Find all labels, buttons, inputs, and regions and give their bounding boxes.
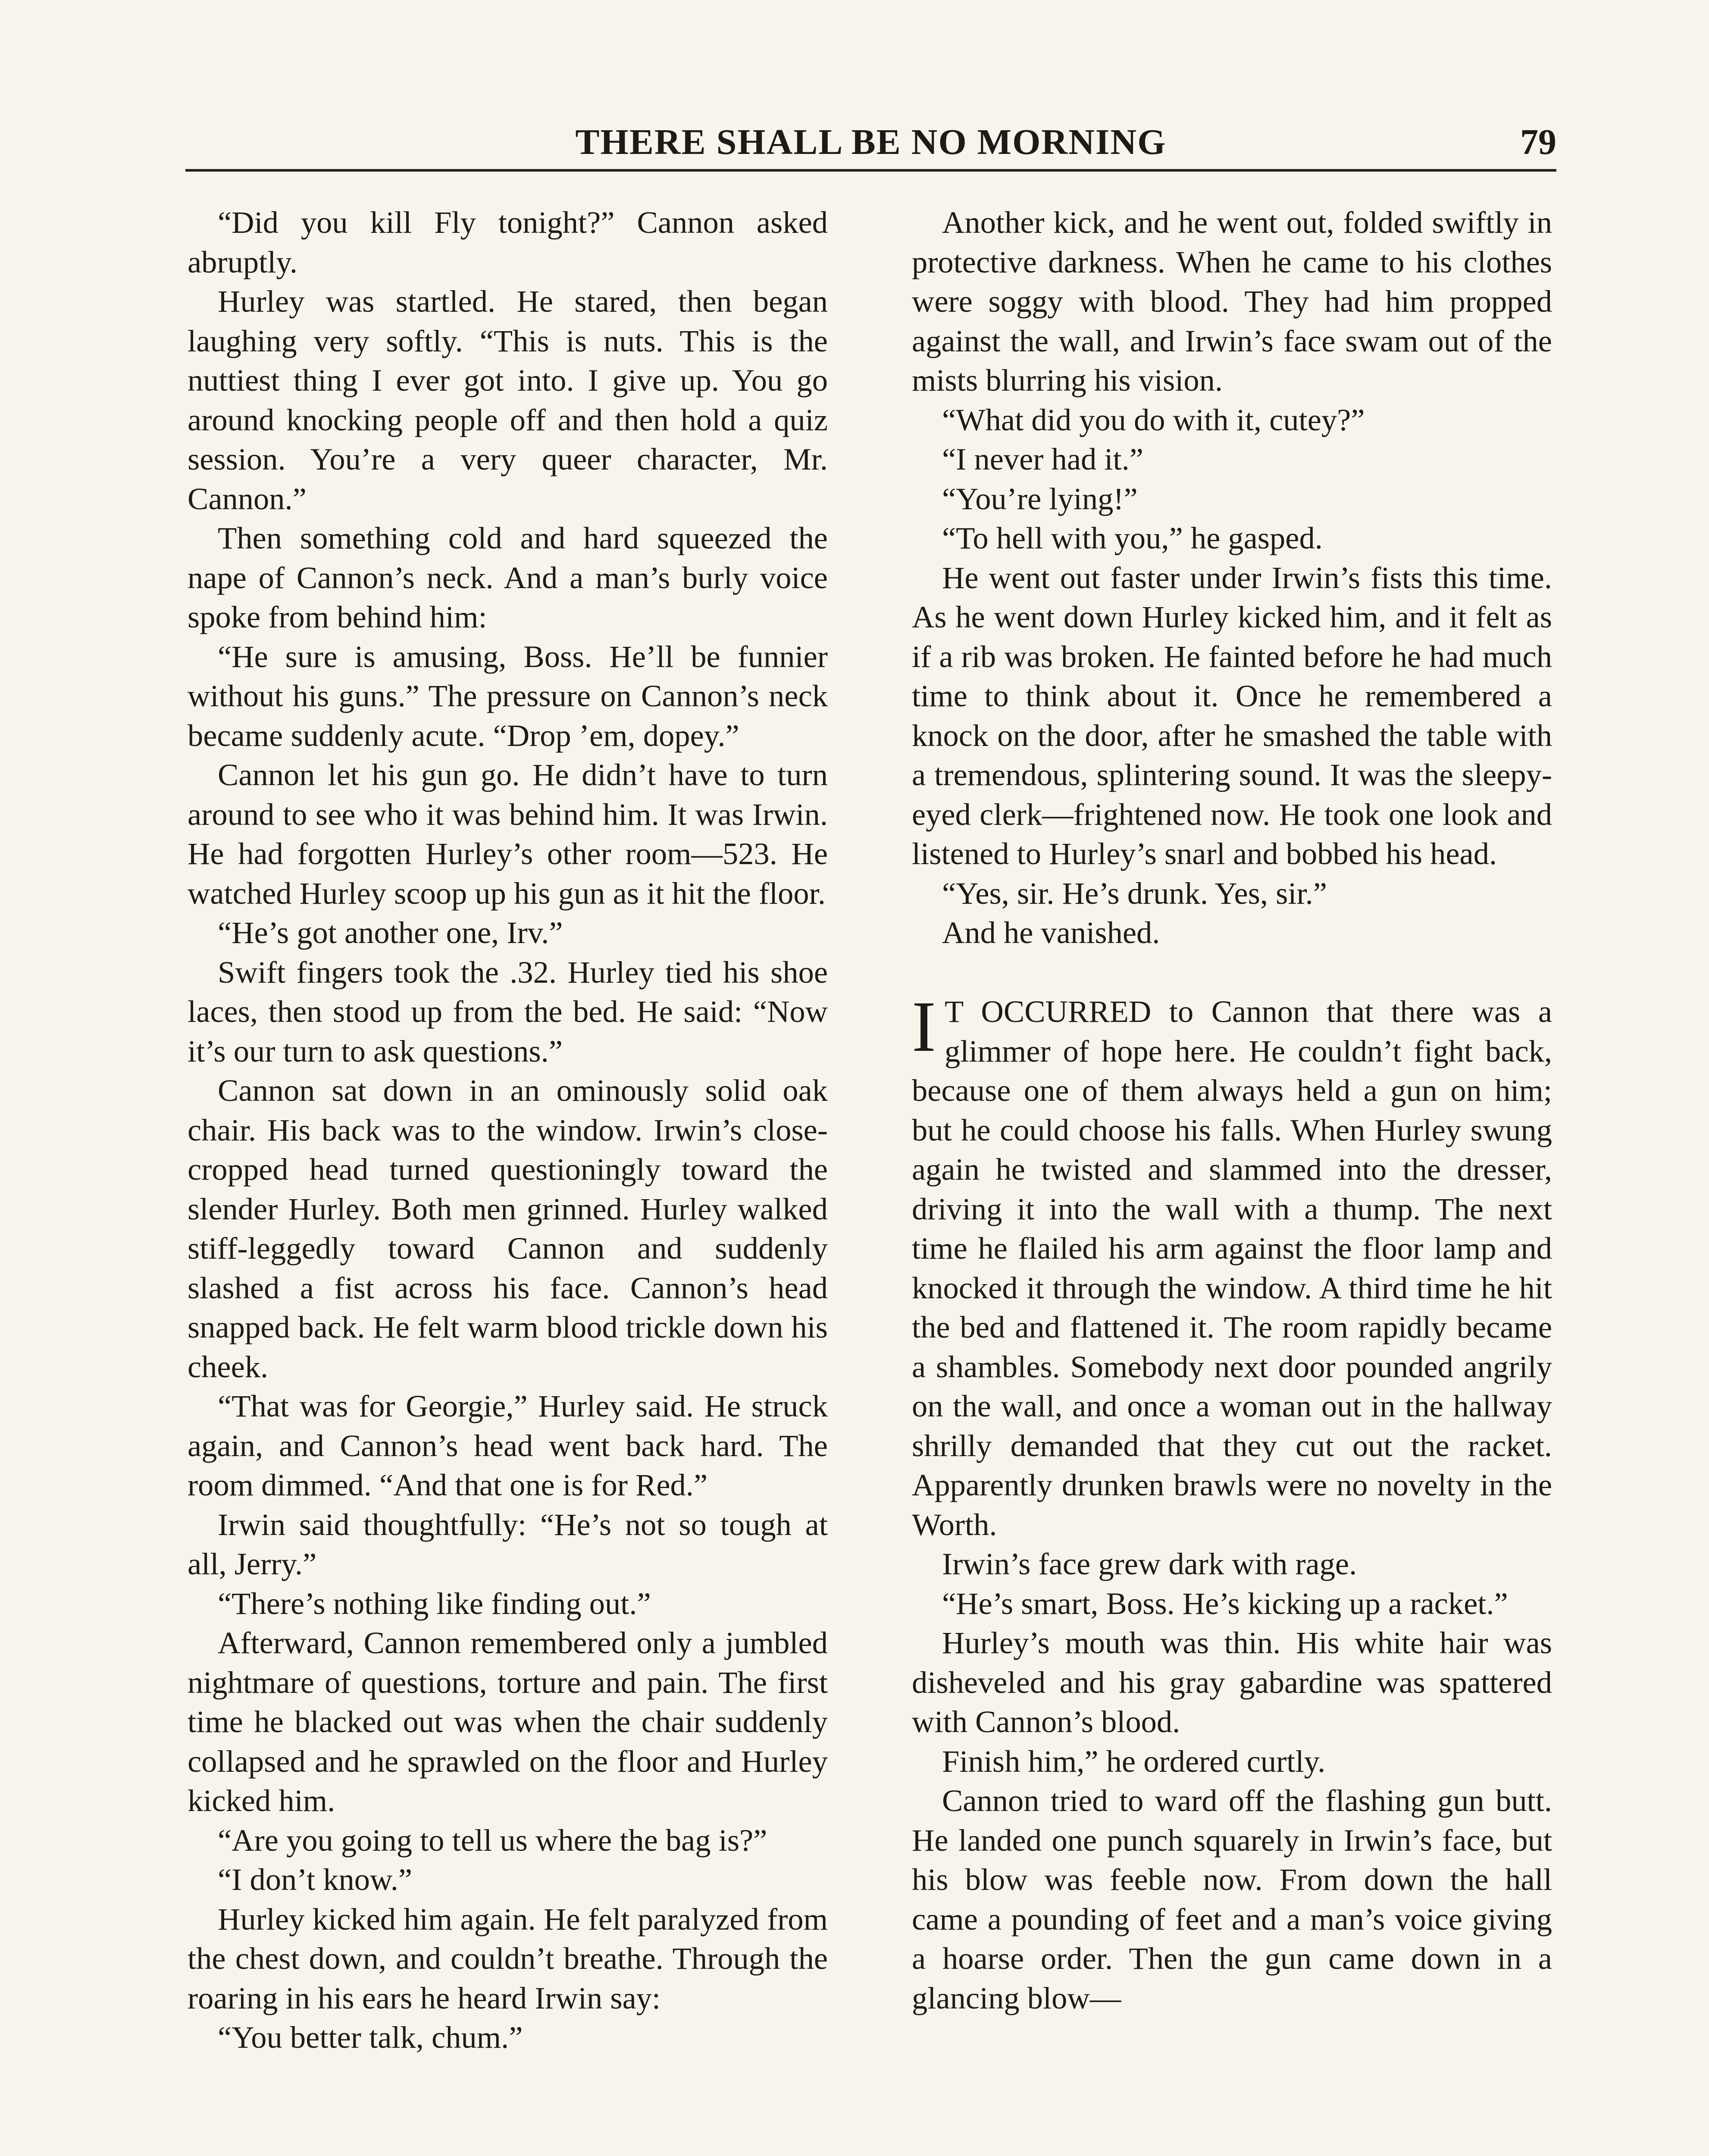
paragraph: “There’s nothing like finding out.” — [218, 1586, 651, 1621]
paragraph: “That was for Georgie,” Hurley said. He struck again, and Cannon’s head went back hard. The room dimmed. “And that one is for Red.” — [188, 1388, 828, 1502]
paragraph: Finish him,” he ordered curtly. — [942, 1743, 1326, 1779]
paragraph: Then something cold and hard squeezed the nape of Cannon’s neck. And a man’s burly voice spoke from behind him: — [188, 520, 828, 634]
paragraph: And he vanished. — [942, 915, 1160, 950]
paragraph: Afterward, Cannon remembered only a jumbled nightmare of questions, torture and pain. The first time he blacked out was when the chair suddenly collapsed and he sprawled on the floor and Hurley kicked him. — [188, 1625, 828, 1818]
paragraph: Hurley kicked him again. He felt paralyzed from the chest down, and couldn’t breathe. Through the roaring in his ears he heard Irwin say: — [188, 1901, 828, 2015]
paragraph: “To hell with you,” he gasped. — [942, 520, 1323, 555]
running-header — [185, 121, 1556, 168]
paragraph: Cannon sat down in an ominously solid oak chair. His back was to the window. Irwin’s close-cropped head turned questioningly toward the slender Hurley. Both men grinned. Hurley walked stiff-leggedly toward Cannon and suddenly slashed a fist across his face. Cannon’s head snapped back. He felt warm blood trickle down his cheek. — [188, 1073, 828, 1384]
paragraph: “You better talk, chum.” — [218, 2020, 523, 2055]
right-column — [912, 203, 1552, 2018]
paragraph: “You’re lying!” — [942, 481, 1138, 516]
header-rule — [185, 169, 1556, 172]
paragraph-body: to Cannon that there was a glimmer of hope here. He couldn’t fight back, because one of them always held a gun on him; but he could choose his falls. When Hurley swung again he twisted and slammed into the dresser, driving it into the wall with a thump. The next time he flailed his arm against the floor lamp and knocked it through the window. A third time he hit the bed and flattened it. The room rapidly became a shambles. Somebody next door pounded angrily on the wall, and once a woman out in the hallway shrilly demanded that they cut out the racket. Apparently drunken brawls were no novelty in the Worth. — [912, 994, 1552, 1542]
paragraph: “What did you do with it, cutey?” — [942, 402, 1365, 437]
paragraph: “He’s got another one, Irv.” — [218, 915, 563, 950]
paragraph: He went out faster under Irwin’s fists this time. As he went down Hurley kicked him, and it felt as if a rib was broken. He fainted before he had much time to think about it. Once he remembered a knock on the door, after he smashed the table with a tremendous, splintering sound. It was the sleepy-eyed clerk—frightened now. He took one look and listened to Hurley’s snarl and bobbed his head. — [912, 560, 1552, 871]
paragraph: “He’s smart, Boss. He’s kicking up a racket.” — [942, 1586, 1508, 1621]
paragraph: “Yes, sir. He’s drunk. Yes, sir.” — [942, 875, 1327, 911]
section-opening-paragraph — [912, 987, 1552, 1544]
paragraph: Irwin’s face grew dark with rage. — [942, 1546, 1357, 1581]
page-title: THERE SHALL BE NO MORNING — [575, 122, 1167, 162]
paragraph: “Are you going to tell us where the bag is?” — [218, 1822, 767, 1858]
paragraph: Another kick, and he went out, folded swiftly in protective darkness. When he came to his clothes were soggy with blood. They had him propped against the wall, and Irwin’s face swam out of the mists blurring his vision. — [912, 205, 1552, 398]
paragraph: “I never had it.” — [942, 442, 1143, 476]
lead-in-text: T OCCURRED — [944, 994, 1152, 1029]
paragraph: “I don’t know.” — [218, 1862, 413, 1897]
left-column — [188, 203, 828, 2057]
paragraph: Cannon tried to ward off the flashing gun butt. He landed one punch squarely in Irwin’s face, but his blow was feeble now. From down the hall came a pounding of feet and a man’s voice giving a hoarse order. Then the gun came down in a glancing blow— — [912, 1783, 1552, 2015]
drop-cap: I — [912, 987, 936, 1067]
paragraph: Cannon let his gun go. He didn’t have to turn around to see who it was behind him. It was Irwin. He had forgotten Hurley’s other room—523. He watched Hurley scoop up his gun as it hit the floor. — [188, 757, 828, 911]
paragraph: Hurley’s mouth was thin. His white hair was disheveled and his gray gabardine was spattered with Cannon’s blood. — [912, 1625, 1552, 1739]
paragraph: Swift fingers took the .32. Hurley tied his shoe laces, then stood up from the bed. He said: “Now it’s our turn to ask questions.” — [188, 954, 828, 1069]
page-number: 79 — [1520, 122, 1556, 162]
paragraph: Irwin said thoughtfully: “He’s not so tough at all, Jerry.” — [188, 1507, 828, 1581]
paragraph: Hurley was startled. He stared, then began laughing very softly. “This is nuts. This is the nuttiest thing I ever got into. I give up. You go around knocking people off and then hold a quiz session. You’re a very queer character, Mr. Cannon.” — [188, 284, 828, 516]
paragraph: “Did you kill Fly tonight?” Cannon asked abruptly. — [188, 205, 828, 279]
paragraph: “He sure is amusing, Boss. He’ll be funnier without his guns.” The pressure on Cannon’s neck became suddenly acute. “Drop ’em, dopey.” — [188, 639, 828, 753]
